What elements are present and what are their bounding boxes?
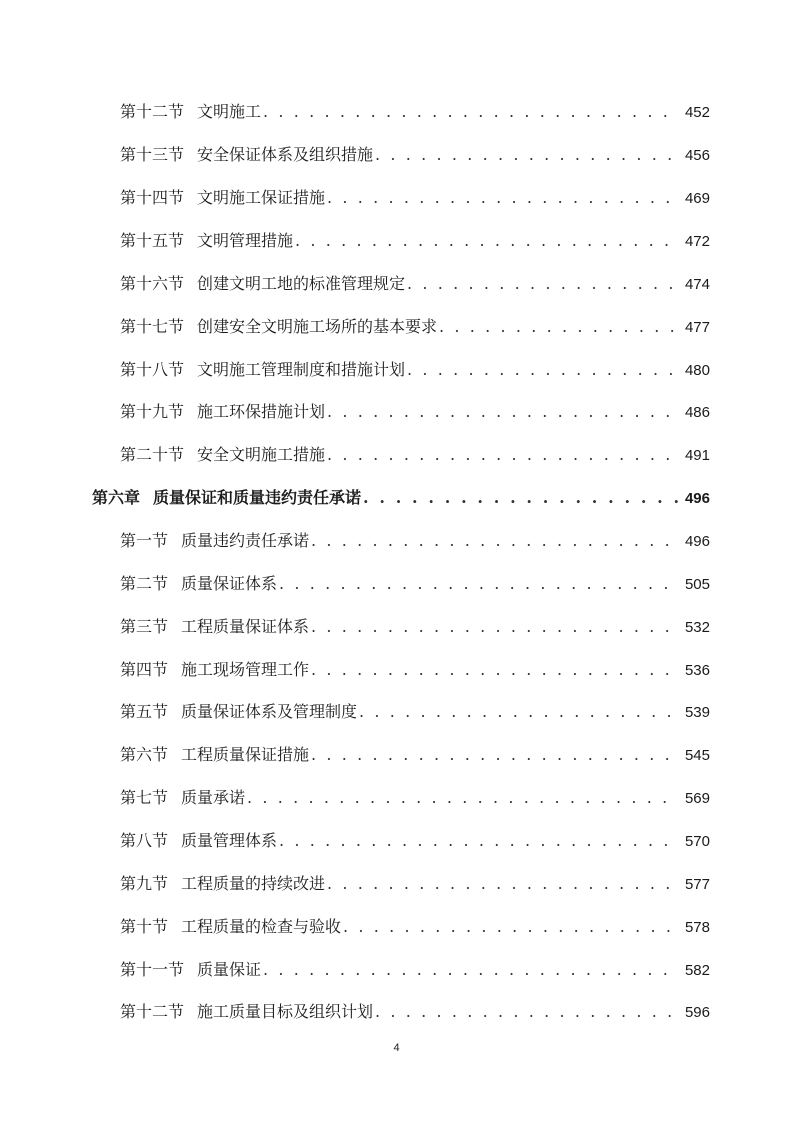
toc-entry-title: 质量违约责任承诺 — [181, 531, 310, 550]
toc-entry[interactable] — [120, 316, 710, 339]
toc-entry-number: 第十九节 — [120, 402, 185, 421]
toc-entry[interactable] — [120, 787, 710, 810]
toc-entry[interactable] — [120, 744, 710, 767]
toc-entry-page: 577 — [684, 876, 710, 893]
toc-entry-title: 工程质量保证体系 — [181, 617, 310, 636]
toc-entry[interactable] — [120, 573, 710, 596]
toc-entry-title: 工程质量保证措施 — [181, 745, 310, 764]
toc-entry-number: 第二节 — [120, 574, 169, 593]
toc-entry[interactable] — [120, 616, 710, 639]
toc-entry[interactable] — [120, 101, 710, 124]
toc-entry-number: 第六节 — [120, 745, 169, 764]
toc-entry[interactable] — [120, 230, 710, 253]
dot-leader — [437, 316, 679, 338]
toc-entry-page: 532 — [684, 619, 710, 636]
toc-entry[interactable] — [120, 444, 710, 467]
dot-leader — [277, 573, 679, 595]
toc-entry-page: 496 — [684, 533, 710, 550]
dot-leader — [405, 273, 679, 295]
toc-chapter-number: 第六章 — [92, 488, 141, 507]
toc-entry-title: 施工质量目标及组织计划 — [197, 1002, 374, 1021]
toc-entry-title: 工程质量的检查与验收 — [181, 917, 342, 936]
toc-entry-title: 质量保证体系 — [181, 574, 278, 593]
dot-leader — [309, 530, 679, 552]
toc-entry-title: 安全保证体系及组织措施 — [197, 145, 374, 164]
toc-entry-title: 质量管理体系 — [181, 831, 278, 850]
toc-entry-number: 第十二节 — [120, 102, 185, 121]
toc-entry[interactable] — [120, 701, 710, 724]
toc-entry-page: 491 — [684, 447, 710, 464]
toc-entry-number: 第三节 — [120, 617, 169, 636]
toc-entry-title: 创建文明工地的标准管理规定 — [197, 274, 406, 293]
toc-entry-number: 第十六节 — [120, 274, 185, 293]
toc-entry-title: 文明管理措施 — [197, 231, 294, 250]
dot-leader — [309, 659, 679, 681]
toc-entry-title: 文明施工 — [197, 102, 262, 121]
toc-entry-number: 第十五节 — [120, 231, 185, 250]
toc-entry-title: 质量保证体系及管理制度 — [181, 702, 358, 721]
toc-entry-page: 569 — [684, 790, 710, 807]
toc-entry-title: 质量保证 — [197, 960, 262, 979]
dot-leader — [261, 959, 679, 981]
dot-leader — [361, 487, 679, 509]
dot-leader — [373, 1001, 679, 1023]
dot-leader — [245, 787, 679, 809]
toc-entry-page: 472 — [684, 233, 710, 250]
dot-leader — [309, 744, 679, 766]
toc-entry-number: 第十二节 — [120, 1002, 185, 1021]
toc-entry-page: 477 — [684, 319, 710, 336]
toc-entry[interactable] — [120, 659, 710, 682]
toc-entry[interactable] — [120, 530, 710, 553]
toc-entry-page: 596 — [684, 1004, 710, 1021]
toc-chapter-page: 496 — [684, 490, 710, 507]
dot-leader — [325, 401, 679, 423]
toc-entry-number: 第九节 — [120, 874, 169, 893]
toc-entry-title: 文明施工保证措施 — [197, 188, 326, 207]
toc-entry-title: 工程质量的持续改进 — [181, 874, 326, 893]
toc-chapter-title: 质量保证和质量违约责任承诺 — [153, 488, 362, 507]
toc-entry-number: 第十八节 — [120, 360, 185, 379]
toc-entry-title: 创建安全文明施工场所的基本要求 — [197, 317, 438, 336]
toc-entry-number: 第二十节 — [120, 445, 185, 464]
toc-entry[interactable] — [120, 359, 710, 382]
toc-entry[interactable] — [120, 830, 710, 853]
dot-leader — [293, 230, 679, 252]
toc-entry[interactable] — [120, 916, 710, 939]
toc-entry-number: 第十四节 — [120, 188, 185, 207]
toc-entry-title: 安全文明施工措施 — [197, 445, 326, 464]
toc-entry-number: 第七节 — [120, 788, 169, 807]
toc-entry[interactable] — [120, 873, 710, 896]
dot-leader — [309, 616, 679, 638]
toc-entry-number: 第十七节 — [120, 317, 185, 336]
toc-entry-page: 480 — [684, 362, 710, 379]
toc-entry-page: 452 — [684, 104, 710, 121]
toc-entry-page: 474 — [684, 276, 710, 293]
toc-entry-number: 第五节 — [120, 702, 169, 721]
dot-leader — [405, 359, 679, 381]
toc-entry-number: 第八节 — [120, 831, 169, 850]
toc-entry[interactable] — [120, 144, 710, 167]
toc-entry[interactable] — [120, 401, 710, 424]
dot-leader — [325, 444, 679, 466]
toc-entry-page: 536 — [684, 662, 710, 679]
toc-entry-page: 486 — [684, 404, 710, 421]
page-number: 4 — [393, 1042, 400, 1054]
toc-entry-title: 质量承诺 — [181, 788, 246, 807]
toc-entry[interactable] — [120, 273, 710, 296]
toc-entry-title: 施工现场管理工作 — [181, 660, 310, 679]
dot-leader — [373, 144, 679, 166]
dot-leader — [325, 873, 679, 895]
dot-leader — [277, 830, 679, 852]
toc-entry-page: 545 — [684, 747, 710, 764]
toc-entry-page: 582 — [684, 962, 710, 979]
dot-leader — [261, 101, 679, 123]
dot-leader — [357, 701, 679, 723]
toc-entry[interactable] — [120, 959, 710, 982]
toc-entry-page: 578 — [684, 919, 710, 936]
toc-chapter-entry[interactable] — [92, 487, 710, 510]
toc-entry-title: 文明施工管理制度和措施计划 — [197, 360, 406, 379]
dot-leader — [341, 916, 679, 938]
dot-leader — [325, 187, 679, 209]
toc-entry-page: 505 — [684, 576, 710, 593]
toc-entry-number: 第十节 — [120, 917, 169, 936]
toc-entry-page: 570 — [684, 833, 710, 850]
toc-entry-number: 第十一节 — [120, 960, 185, 979]
toc-entry-title: 施工环保措施计划 — [197, 402, 326, 421]
toc-entry-page: 456 — [684, 147, 710, 164]
toc-entry-page: 539 — [684, 704, 710, 721]
toc-entry-number: 第四节 — [120, 660, 169, 679]
toc-entry-page: 469 — [684, 190, 710, 207]
toc-entry-number: 第十三节 — [120, 145, 185, 164]
toc-entry[interactable] — [120, 187, 710, 210]
toc-entry-number: 第一节 — [120, 531, 169, 550]
toc-entry[interactable] — [120, 1001, 710, 1024]
